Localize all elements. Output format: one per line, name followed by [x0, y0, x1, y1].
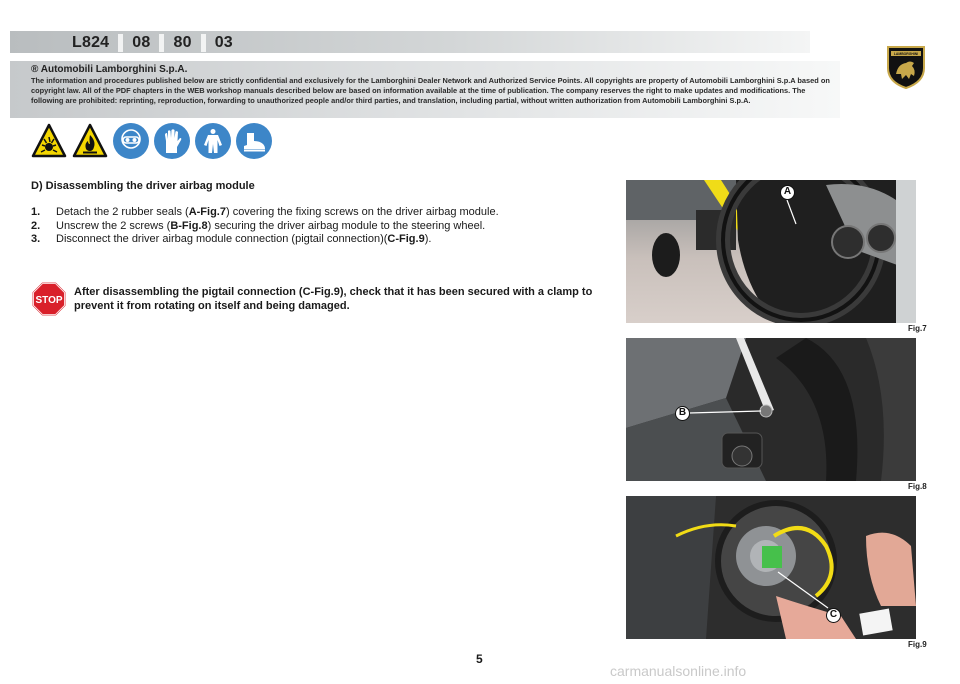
explosive-warning-icon [31, 123, 67, 159]
code-separator [201, 34, 206, 52]
figure-9-photo [626, 496, 916, 639]
flammable-warning-icon [72, 123, 108, 159]
figure-8-photo [626, 338, 916, 481]
callout-b: B [675, 406, 690, 421]
lamborghini-logo-icon [884, 44, 928, 90]
code-separator [118, 34, 123, 52]
figure-9-caption: Fig.9 [908, 640, 927, 649]
copyright-notice [10, 61, 840, 118]
procedure-step [31, 233, 611, 247]
procedure-steps [31, 206, 611, 247]
callout-c: C [826, 608, 841, 623]
watermark: carmanualsonline.info [610, 663, 747, 679]
figure-reference: C-Fig.9 [387, 233, 425, 245]
figure-reference: A-Fig.7 [188, 206, 226, 218]
safety-footwear-icon [236, 123, 272, 159]
copyright-title: ® Automobili Lamborghini S.p.A. [31, 64, 188, 75]
document-codes [72, 34, 233, 52]
stop-sign-text: STOP [35, 295, 63, 306]
code-separator [159, 34, 164, 52]
section-title: D) Disassembling the driver airbag module [31, 180, 255, 192]
logo-text: LAMBORGHINI [893, 52, 919, 56]
subgroup-code: 80 [173, 34, 192, 51]
safety-icons-row [31, 123, 272, 159]
procedure-step [31, 206, 611, 220]
step-number: 3. [31, 233, 41, 245]
step-text: Disconnect the driver airbag module connection (pigtail connection)(C-Fig.9). [56, 233, 432, 245]
step-number: 1. [31, 206, 41, 218]
section-code: 03 [214, 34, 233, 51]
figure-7-photo [626, 180, 916, 323]
safety-goggles-icon [113, 123, 149, 159]
copyright-text: The information and procedures published below are strictly confidential and exclusively for the Lamborghini Dealer Network and Authorized Service Points. All copyrights are property of Automobili Lamborghini S.p.A based on copyright law. All of the PDF chapters in the WEB workshop manuals described below are based on information available at the time of publication. The company reserves the right to make updates and modifications. The following are prohibited: reprinting, reproduction, forwarding to unauthorized people and/or third parties, and translation, including partial, without written authorization from Automobili Lamborghini S.p.A. [31, 76, 830, 105]
figure-reference: B-Fig.8 [170, 219, 208, 232]
callout-a: A [780, 185, 795, 200]
protective-gloves-icon [154, 123, 190, 159]
step-text: Unscrew the 2 screws (B-Fig.8) securing the driver airbag module to the steering wheel. [56, 219, 486, 232]
stop-sign-icon [31, 281, 67, 317]
page-number: 5 [476, 652, 483, 666]
document-code-band [10, 31, 810, 53]
group-code: 08 [132, 34, 151, 51]
model-code: L824 [72, 34, 110, 51]
figure-7-caption: Fig.7 [908, 324, 927, 333]
protective-suit-icon [195, 123, 231, 159]
step-text: Detach the 2 rubber seals (A-Fig.7) covering the fixing screws on the driver airbag module. [56, 206, 499, 218]
stop-warning-text: After disassembling the pigtail connection (C-Fig.9), check that it has been secured with a clamp to prevent it from rotating on itself and being damaged. [74, 286, 593, 312]
figure-8-caption: Fig.8 [908, 482, 927, 491]
step-number: 2. [31, 219, 41, 232]
procedure-step [31, 220, 611, 234]
